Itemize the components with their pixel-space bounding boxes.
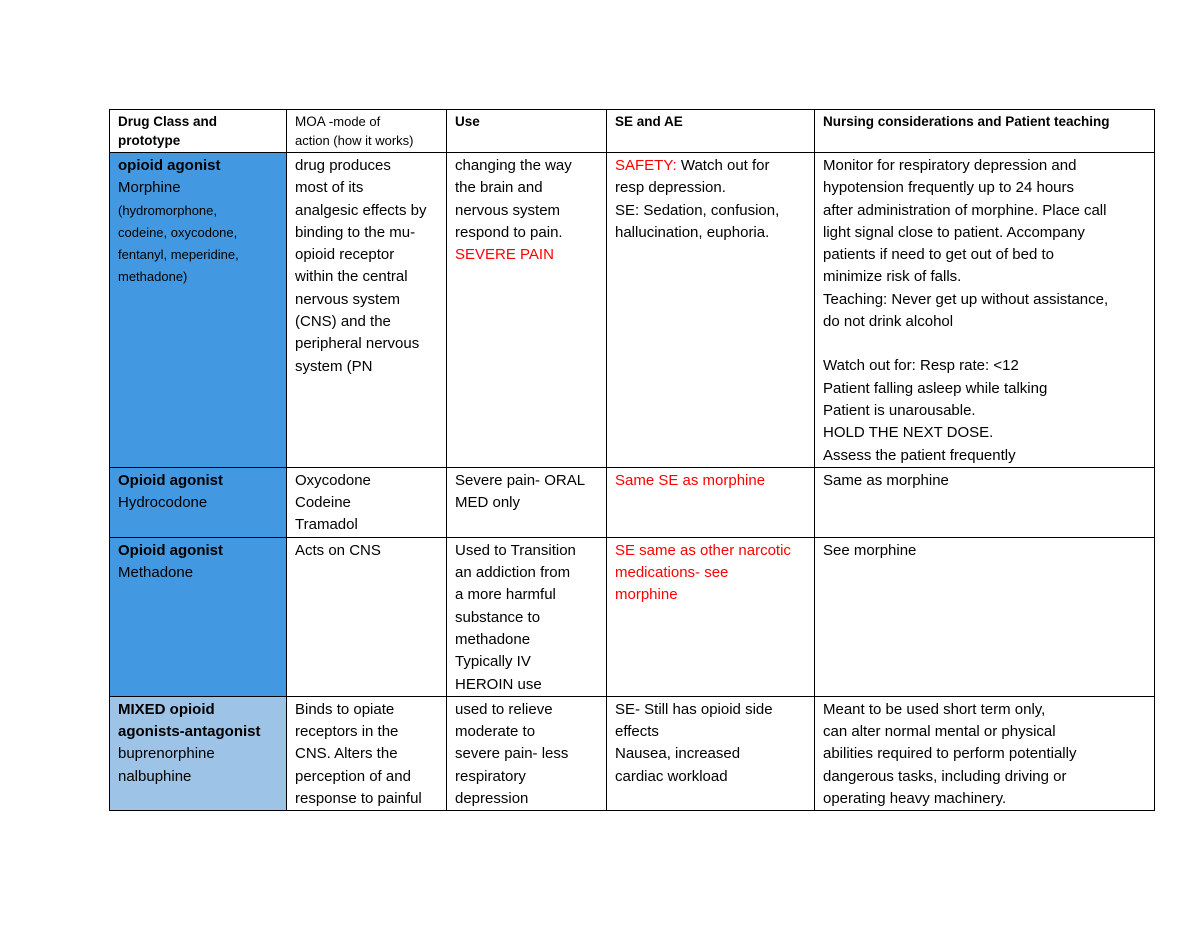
- drug-class-cell: [110, 467, 287, 537]
- drug-class-cell: [110, 696, 287, 810]
- se-ae-cell: Same SE as morphine: [607, 467, 815, 537]
- prototype-drug: Morphine: [118, 179, 181, 197]
- table-header-row: [110, 110, 1155, 153]
- header-use: Use: [447, 110, 607, 153]
- table-row: [110, 153, 1155, 468]
- header-se-ae: SE and AE: [607, 110, 815, 153]
- header-moa: MOA -mode of action (how it works): [287, 110, 447, 153]
- moa-cell: Oxycodone Codeine Tramadol: [287, 467, 447, 537]
- se-ae-cell: SE- Still has opioid side effects Nausea, increased cardiac workload: [607, 696, 815, 810]
- use-cell: Used to Transition an addiction from a more harmful substance to methadone Typically IV HEROIN use: [447, 537, 607, 696]
- use-cell: Severe pain- ORAL MED only: [447, 467, 607, 537]
- table-row: [110, 467, 1155, 537]
- use-cell: used to relieve moderate to severe pain- less respiratory depression: [447, 696, 607, 810]
- table-row: [110, 537, 1155, 696]
- drug-table: [109, 109, 1155, 811]
- nursing-cell: Monitor for respiratory depression and hypotension frequently up to 24 hours after administration of morphine. Place call light signal close to patient. Accompany patients if need to get out of bed to minimize risk of falls. Teaching: Never get up without assistance, do not drink alcohol Watch out for: Resp rate: <12 Patient falling asleep while talking Patient is unarousable. HOLD THE NEXT DOSE. Assess the patient frequently: [815, 153, 1155, 468]
- class-title: MIXED opioid: [118, 700, 215, 718]
- class-title: Opioid agonist: [118, 541, 223, 559]
- header-nursing: Nursing considerations and Patient teaching: [815, 110, 1155, 153]
- nursing-cell: Same as morphine: [815, 467, 1155, 537]
- drug-class-cell: [110, 537, 287, 696]
- moa-cell: drug produces most of its analgesic effects by binding to the mu- opioid receptor within the central nervous system (CNS) and the peripheral nervous system (PN: [287, 153, 447, 468]
- use-cell: changing the way the brain and nervous system respond to pain. SEVERE PAIN: [447, 153, 607, 468]
- se-ae-cell: SE same as other narcotic medications- see morphine: [607, 537, 815, 696]
- prototype-drug: buprenorphine: [118, 745, 215, 763]
- nursing-cell: See morphine: [815, 537, 1155, 696]
- se-ae-cell: SAFETY: Watch out for resp depression. SE: Sedation, confusion, hallucination, euphoria.: [607, 153, 815, 468]
- safety-label: SAFETY:: [615, 157, 677, 174]
- header-drug-class: Drug Class and prototype: [110, 110, 287, 153]
- prototype-drug: Hydrocodone: [118, 494, 208, 512]
- class-title: Opioid agonist: [118, 471, 223, 489]
- prototype-drug: Methadone: [118, 564, 194, 582]
- nursing-cell: Meant to be used short term only, can alter normal mental or physical abilities required to perform potentially dangerous tasks, including driving or operating heavy machinery.: [815, 696, 1155, 810]
- table-row: [110, 696, 1155, 810]
- class-title: agonists-antagonist: [118, 723, 261, 741]
- moa-cell: Binds to opiate receptors in the CNS. Alters the perception of and response to painful: [287, 696, 447, 810]
- class-title: opioid agonist: [118, 157, 221, 174]
- severity-label: SEVERE PAIN: [455, 246, 554, 264]
- drug-class-cell: opioid agonist Morphine (hydromorphone, codeine, oxycodone, fentanyl, meperidine, methadone): [110, 153, 287, 468]
- moa-cell: Acts on CNS: [287, 537, 447, 696]
- prototype-drug: nalbuphine: [118, 767, 192, 785]
